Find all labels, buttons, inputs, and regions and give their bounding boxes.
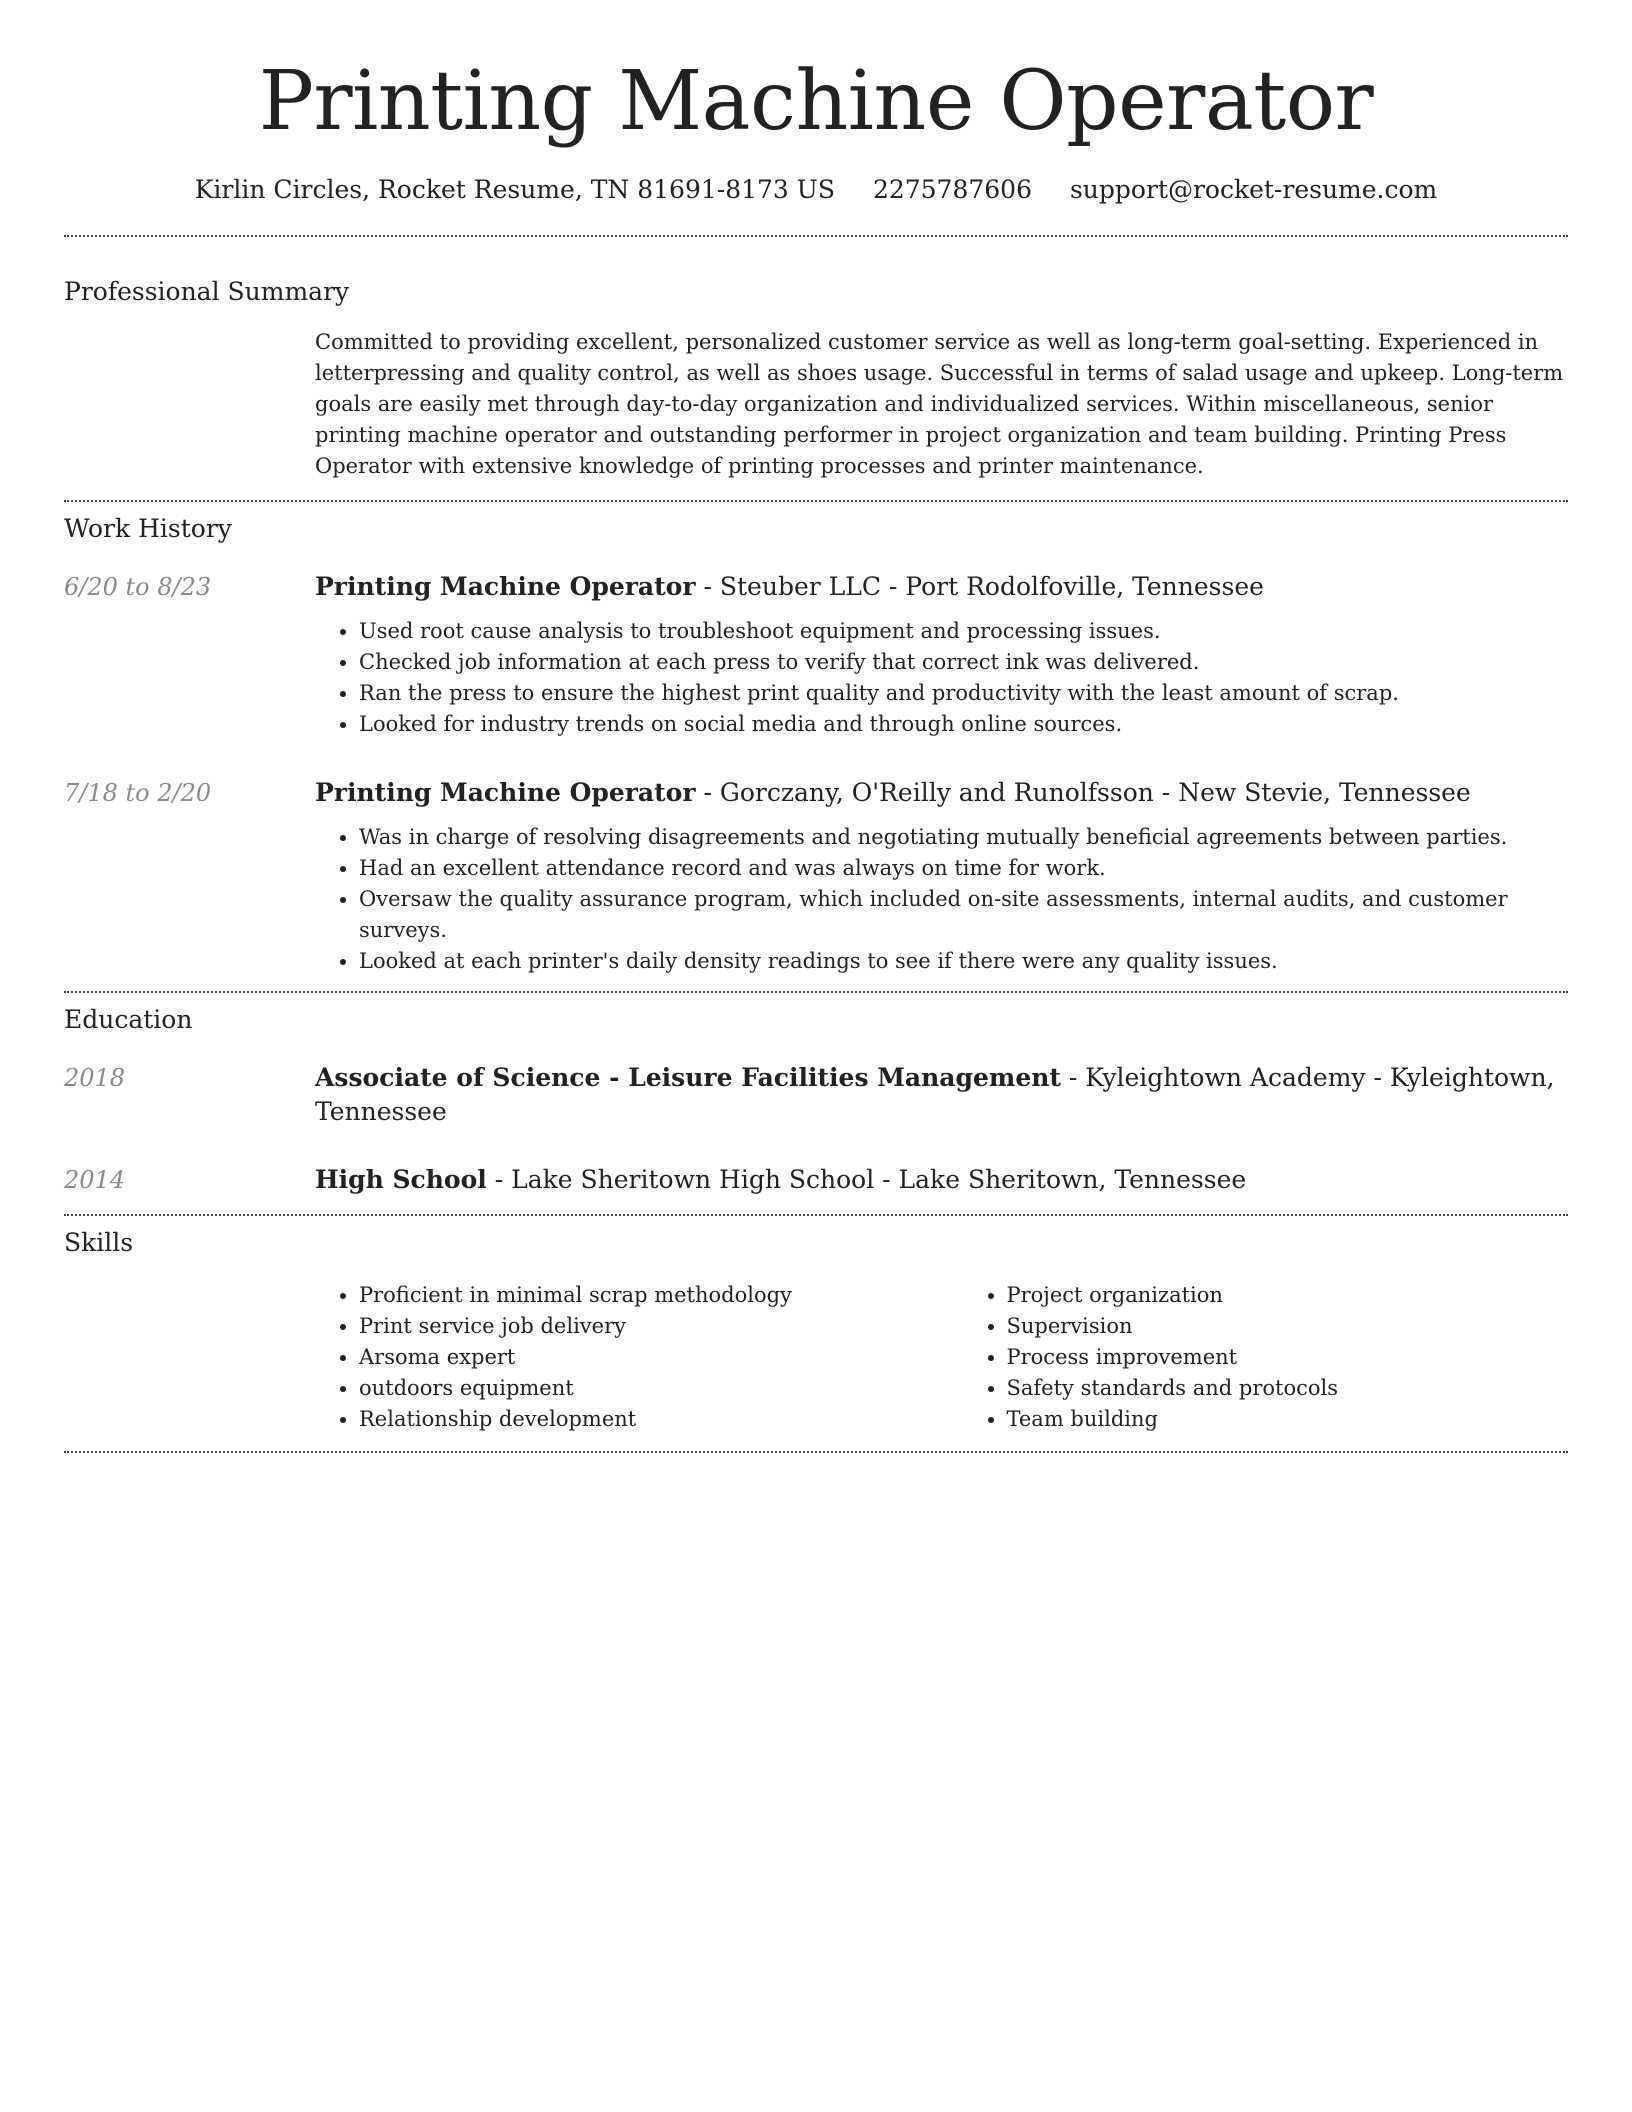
education-heading <box>315 1061 1568 1129</box>
education-entry <box>64 1061 1568 1129</box>
education-degree: High School <box>315 1165 487 1194</box>
education-details: - Lake Sheritown High School - Lake Sheritown, Tennessee <box>486 1165 1247 1194</box>
contact-email: support@rocket-resume.com <box>1069 175 1438 204</box>
job-role: Printing Machine Operator <box>315 572 696 601</box>
list-item: • Looked at each printer's daily density readings to see if there were any quality issues. <box>359 946 1568 977</box>
section-title-work: Work History <box>64 514 232 543</box>
education-year: 2018 <box>64 1064 126 1092</box>
skills-columns <box>315 1280 1568 1435</box>
skills-list-right <box>963 1280 1569 1435</box>
divider <box>64 1214 1568 1216</box>
job-role: Printing Machine Operator <box>315 778 696 807</box>
list-item: • outdoors equipment <box>359 1373 921 1404</box>
education-year: 2014 <box>64 1166 126 1194</box>
list-item: • Team building <box>1007 1404 1569 1435</box>
section-title-summary: Professional Summary <box>64 277 350 306</box>
list-item: • Print service job delivery <box>359 1311 921 1342</box>
summary-text: Committed to providing excellent, personalized customer service as well as long-term goal-setting. Experienced in letterpressing and quality control, as well as shoes usage. Successful in terms of salad usage and upkeep. Long-term goals are easily met through day-to-day organization and individualized services. Within miscellaneous, senior printing machine operator and outstanding performer in project organization and team building. Printing Press Operator with extensive knowledge of printing processes and printer maintenance. <box>315 330 1564 478</box>
resume-page <box>64 0 1568 1453</box>
contact-phone: 2275787606 <box>872 175 1032 204</box>
list-item: • Relationship development <box>359 1404 921 1435</box>
summary-section <box>64 275 1568 482</box>
job-details: - Steuber LLC - Port Rodolfoville, Tennessee <box>695 572 1264 601</box>
list-item: • Checked job information at each press to verify that correct ink was delivered. <box>359 647 1568 678</box>
education-entry <box>64 1163 1568 1197</box>
education-details: - Kyleightown Academy - Kyleightown, Tennessee <box>315 1063 1555 1126</box>
job-entry <box>64 776 1568 977</box>
contact-address: Kirlin Circles, Rocket Resume, TN 81691-8173 US <box>194 175 835 204</box>
list-item: • Proficient in minimal scrap methodology <box>359 1280 921 1311</box>
job-heading <box>315 570 1568 604</box>
job-bullets <box>315 616 1568 740</box>
list-item: • Used root cause analysis to troubleshoot equipment and processing issues. <box>359 616 1568 647</box>
section-title-education: Education <box>64 1005 193 1034</box>
divider <box>64 991 1568 993</box>
list-item: • Looked for industry trends on social media and through online sources. <box>359 709 1568 740</box>
list-item: • Project organization <box>1007 1280 1569 1311</box>
job-details: - Gorczany, O'Reilly and Runolfsson - New Stevie, Tennessee <box>695 778 1471 807</box>
job-dates: 6/20 to 8/23 <box>64 573 212 601</box>
work-history-section <box>64 512 1568 977</box>
job-entry <box>64 570 1568 740</box>
divider <box>64 1451 1568 1453</box>
list-item: • Was in charge of resolving disagreements and negotiating mutually beneficial agreements between parties. <box>359 822 1568 853</box>
list-item: • Had an excellent attendance record and was always on time for work. <box>359 853 1568 884</box>
candidate-name: Printing Machine Operator <box>258 54 1374 149</box>
job-dates: 7/18 to 2/20 <box>64 779 212 807</box>
section-title-skills: Skills <box>64 1228 134 1257</box>
list-item: • Safety standards and protocols <box>1007 1373 1569 1404</box>
job-heading <box>315 776 1568 810</box>
list-item: • Ran the press to ensure the highest print quality and productivity with the least amount of scrap. <box>359 678 1568 709</box>
education-section <box>64 1003 1568 1197</box>
job-bullets <box>315 822 1568 977</box>
education-degree: Associate of Science - Leisure Facilities Management <box>315 1063 1061 1092</box>
list-item: • Process improvement <box>1007 1342 1569 1373</box>
list-item: • Supervision <box>1007 1311 1569 1342</box>
list-item: • Oversaw the quality assurance program, which included on-site assessments, internal audits, and customer surveys. <box>359 884 1568 946</box>
education-heading <box>315 1163 1568 1197</box>
contact-line <box>64 172 1568 208</box>
list-item: • Arsoma expert <box>359 1342 921 1373</box>
skills-section <box>64 1226 1568 1435</box>
divider <box>64 235 1568 237</box>
skills-list-left <box>315 1280 921 1435</box>
divider <box>64 500 1568 502</box>
